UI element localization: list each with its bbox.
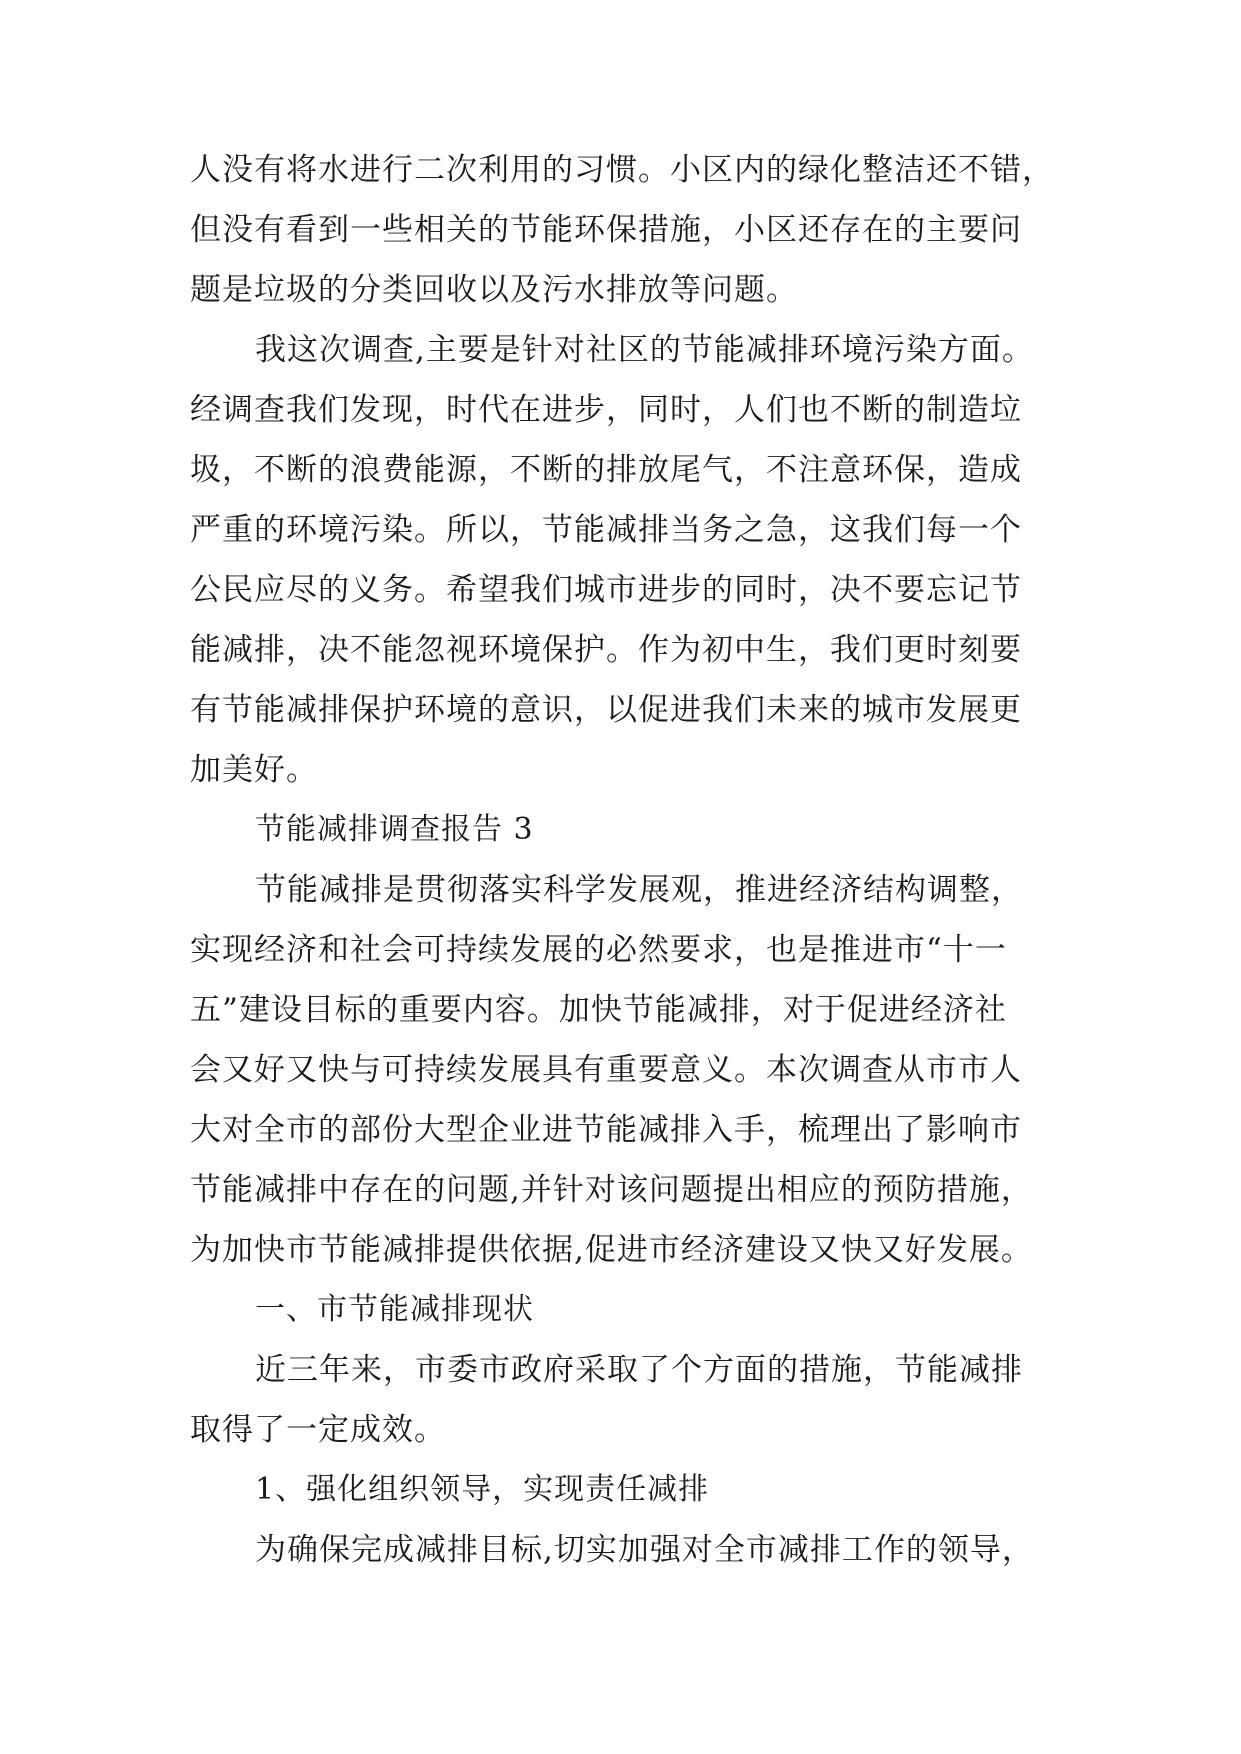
paragraph-line: 实现经济和社会可持续发展的必然要求，也是推进市“十一: [190, 932, 1007, 968]
paragraph-line: 题是垃圾的分类回收以及污水排放等问题。: [190, 272, 798, 308]
section-heading: 一、市节能减排现状: [255, 1292, 534, 1327]
paragraph-line: 会又好又快与可持续发展具有重要意义。本次调查从市市人: [190, 1052, 1022, 1088]
paragraph-line: 人没有将水进行二次利用的习惯。小区内的绿化整洁还不错，: [190, 152, 1054, 188]
paragraph-line: 经调查我们发现，时代在进步，同时，人们也不断的制造垃: [190, 392, 1022, 428]
paragraph-line: 为加快市节能减排提供依据,促进市经济建设又快又好发展。: [190, 1232, 1033, 1268]
paragraph-line: 公民应尽的义务。希望我们城市进步的同时，决不要忘记节: [190, 572, 1022, 608]
paragraph-line: 能减排，决不能忽视环境保护。作为初中生，我们更时刻要: [190, 632, 1022, 668]
paragraph-line: 节能减排中存在的问题,并针对该问题提出相应的预防措施，: [190, 1172, 1033, 1208]
paragraph-line: 为确保完成减排目标,切实加强对全市减排工作的领导，: [255, 1532, 1034, 1568]
paragraph-line: 但没有看到一些相关的节能环保措施，小区还存在的主要问: [190, 212, 1022, 248]
section-title: 节能减排调查报告 3: [255, 812, 534, 847]
paragraph-line: 五”建设目标的重要内容。加快节能减排，对于促进经济社: [190, 992, 1007, 1028]
paragraph-line: 大对全市的部份大型企业进节能减排入手，梳理出了影响市: [190, 1112, 1022, 1148]
paragraph-line: 节能减排是贯彻落实科学发展观，推进经济结构调整，: [255, 872, 1023, 908]
subsection-heading: 1、强化组织领导，实现责任减排: [255, 1472, 710, 1507]
paragraph-line: 圾，不断的浪费能源，不断的排放尾气，不注意环保，造成: [190, 452, 1022, 488]
paragraph-line: 近三年来，市委市政府采取了个方面的措施，节能减排: [255, 1352, 1023, 1388]
paragraph-line: 有节能减排保护环境的意识，以促进我们未来的城市发展更: [190, 692, 1022, 728]
paragraph-line: 严重的环境污染。所以，节能减排当务之急，这我们每一个: [190, 512, 1022, 548]
paragraph-line: 取得了一定成效。: [190, 1412, 446, 1448]
paragraph-line: 我这次调查,主要是针对社区的节能减排环境污染方面。: [255, 332, 1034, 368]
paragraph-line: 加美好。: [190, 752, 318, 788]
